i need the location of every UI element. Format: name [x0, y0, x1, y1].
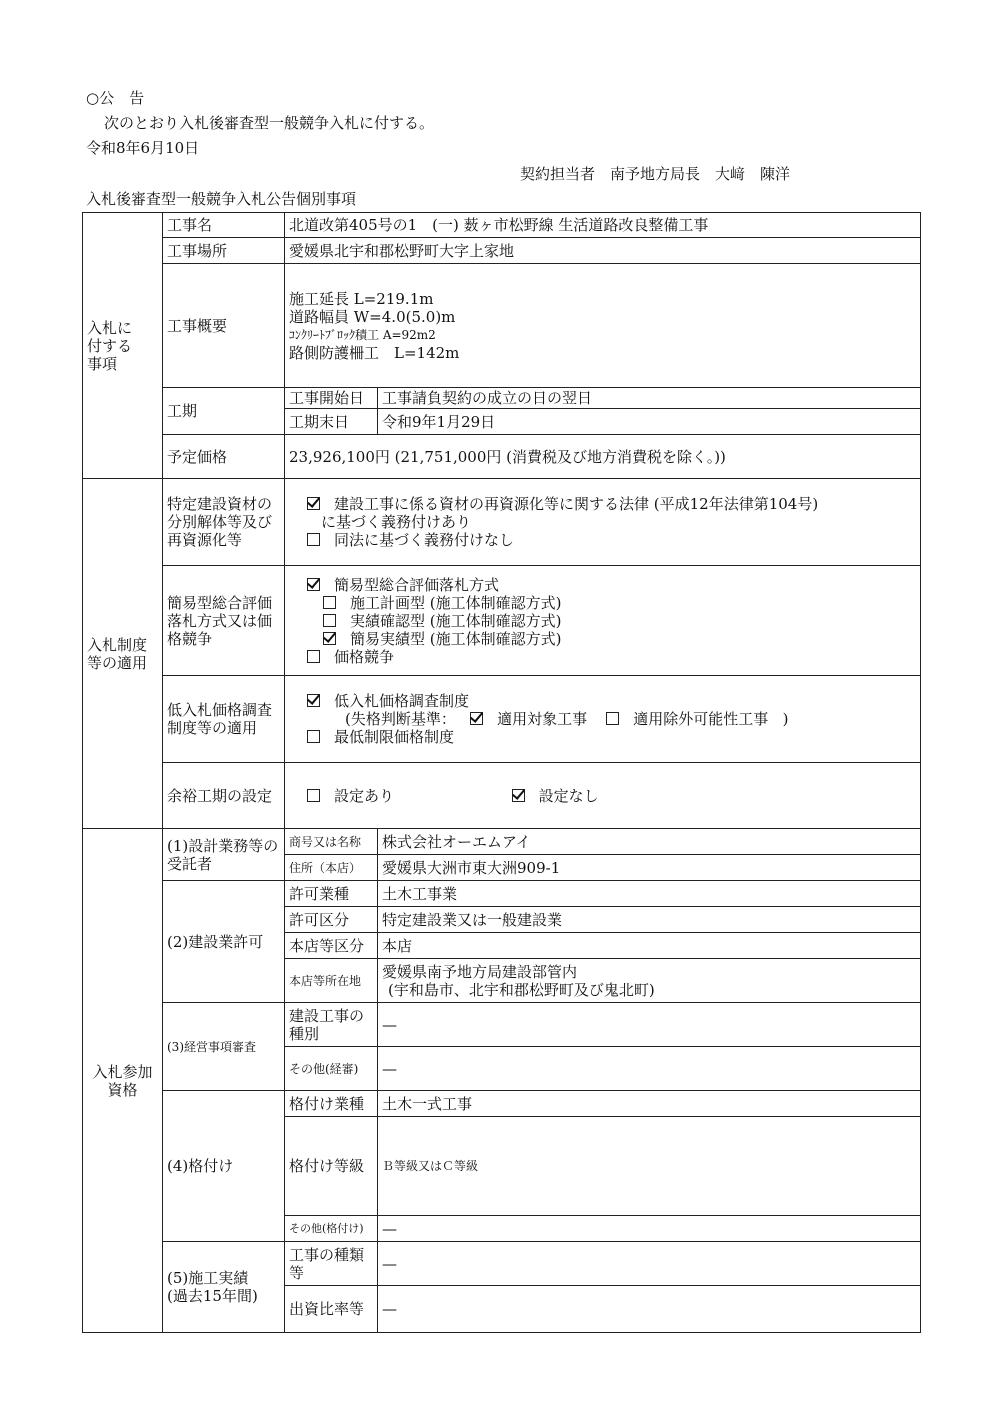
checkbox-spare-yes[interactable] — [307, 789, 320, 802]
section-qualification: 入札参加 資格 — [83, 829, 163, 1333]
checkbox-plan-type[interactable] — [323, 596, 336, 609]
notice-date: 令和8年6月10日 — [86, 139, 200, 157]
permit-type-label: 許可業種 — [285, 881, 378, 907]
design-name-label: 商号又は名称 — [285, 829, 378, 855]
audit-type-value: — — [378, 1003, 921, 1047]
end-date-label: 工期末日 — [285, 409, 378, 435]
checkbox-low-bid-survey[interactable] — [307, 694, 320, 707]
permit-class-label: 許可区分 — [285, 907, 378, 933]
permit-type-value: 土木工事業 — [378, 881, 921, 907]
permit-class-value: 特定建設業又は一般建設業 — [378, 907, 921, 933]
audit-other-label: その他(経審) — [285, 1047, 378, 1091]
rank-type-label: 格付け業種 — [285, 1091, 378, 1117]
start-date-label: 工事開始日 — [285, 388, 378, 409]
perf-type-label: 工事の種類等 — [285, 1242, 378, 1286]
notice-signer: 契約担当者 南予地方局長 大﨑 陳洋 — [520, 165, 791, 183]
section-bid-items: 入札に 付する 事項 — [83, 213, 163, 479]
notice-lead: 次のとおり入札後審査型一般競争入札に付する。 — [104, 114, 435, 132]
eval-method-label: 簡易型総合評価落札方式又は価格競争 — [163, 566, 285, 676]
rank-other-label: その他(格付け) — [285, 1216, 378, 1242]
low-bid-options: 低入札価格調査制度 (失格判断基準： 適用対象工事 適用除外可能性工事 ) 最低制限価格制度 — [285, 676, 921, 763]
checkbox-spare-no[interactable] — [512, 789, 525, 802]
branch-class-value: 本店 — [378, 933, 921, 959]
design-address-label: 住所（本店） — [285, 855, 378, 881]
audit-other-value: — — [378, 1047, 921, 1091]
perf-type-value: — — [378, 1242, 921, 1286]
table-title: 入札後審査型一般競争入札公告個別事項 — [86, 190, 357, 208]
checkbox-min-price[interactable] — [307, 730, 320, 743]
low-bid-label: 低入札価格調査制度等の適用 — [163, 676, 285, 763]
notice-table — [82, 212, 921, 1333]
rank-other-value: — — [378, 1216, 921, 1242]
recycle-options: 建設工事に係る資材の再資源化等に関する法律 (平成12年法律第104号) に基づく義務付けあり 同法に基づく義務付けなし — [285, 479, 921, 566]
audit-type-label: 建設工事の種別 — [285, 1003, 378, 1047]
design-address-value: 愛媛県大洲市東大洲909-1 — [378, 855, 921, 881]
project-place-label: 工事場所 — [163, 238, 285, 264]
period-label: 工期 — [163, 388, 285, 435]
perf-ratio-value: — — [378, 1286, 921, 1333]
branch-location-label: 本店等所在地 — [285, 959, 378, 1003]
branch-location-value: 愛媛県南予地方局建設部管内 (宇和島市、北宇和郡松野町及び鬼北町) — [378, 959, 921, 1003]
recycle-label: 特定建設資材の分別解体等及び再資源化等 — [163, 479, 285, 566]
perf-ratio-label: 出資比率等 — [285, 1286, 378, 1333]
checkbox-applicable[interactable] — [470, 712, 483, 725]
section-bid-system: 入札制度 等の適用 — [83, 479, 163, 829]
price-value: 23,926,100円 (21,751,000円 (消費税及び地方消費税を除く。)) — [285, 435, 921, 479]
checkbox-possibly-excluded[interactable] — [606, 712, 619, 725]
rank-type-value: 土木一式工事 — [378, 1091, 921, 1117]
construction-permit-label: (2)建設業許可 — [163, 881, 285, 1003]
project-summary-label: 工事概要 — [163, 264, 285, 388]
project-name-value: 北道改第405号の1 (一) 薮ヶ市松野線 生活道路改良整備工事 — [285, 213, 921, 238]
rank-grade-label: 格付け等級 — [285, 1117, 378, 1216]
performance-label: (5)施工実績 (過去15年間) — [163, 1242, 285, 1333]
checkbox-recycle-none[interactable] — [307, 533, 320, 546]
checkbox-recycle-required[interactable] — [307, 497, 320, 510]
spare-period-options: 設定あり 設定なし — [285, 763, 921, 829]
branch-class-label: 本店等区分 — [285, 933, 378, 959]
checkbox-record-type[interactable] — [323, 614, 336, 627]
rank-label: (4)格付け — [163, 1091, 285, 1242]
business-audit-label: (3)経営事項審査 — [163, 1003, 285, 1091]
notice-heading: ○公 告 — [86, 89, 145, 107]
design-contractor-label: (1)設計業務等の受託者 — [163, 829, 285, 881]
rank-grade-value: Ｂ等級又はＣ等級 — [378, 1117, 921, 1216]
checkbox-simple-record-type[interactable] — [323, 632, 336, 645]
eval-method-options: 簡易型総合評価落札方式 施工計画型 (施工体制確認方式) 実績確認型 (施工体制確認方式) 簡易実績型 (施工体制確認方式) 価格競争 — [285, 566, 921, 676]
project-place-value: 愛媛県北宇和郡松野町大字上家地 — [285, 238, 921, 264]
project-summary-value: 施工延長 L=219.1m 道路幅員 W=4.0(5.0)m ｺﾝｸﾘｰﾄﾌﾞﾛｯｸ積工 A=92m2 路側防護柵工 L=142m — [285, 264, 921, 388]
checkbox-price-competition[interactable] — [307, 650, 320, 663]
spare-period-label: 余裕工期の設定 — [163, 763, 285, 829]
project-name-label: 工事名 — [163, 213, 285, 238]
price-label: 予定価格 — [163, 435, 285, 479]
checkbox-simple-eval[interactable] — [307, 578, 320, 591]
end-date-value: 令和9年1月29日 — [378, 409, 921, 435]
start-date-value: 工事請負契約の成立の日の翌日 — [378, 388, 921, 409]
design-name-value: 株式会社オーエムアイ — [378, 829, 921, 855]
